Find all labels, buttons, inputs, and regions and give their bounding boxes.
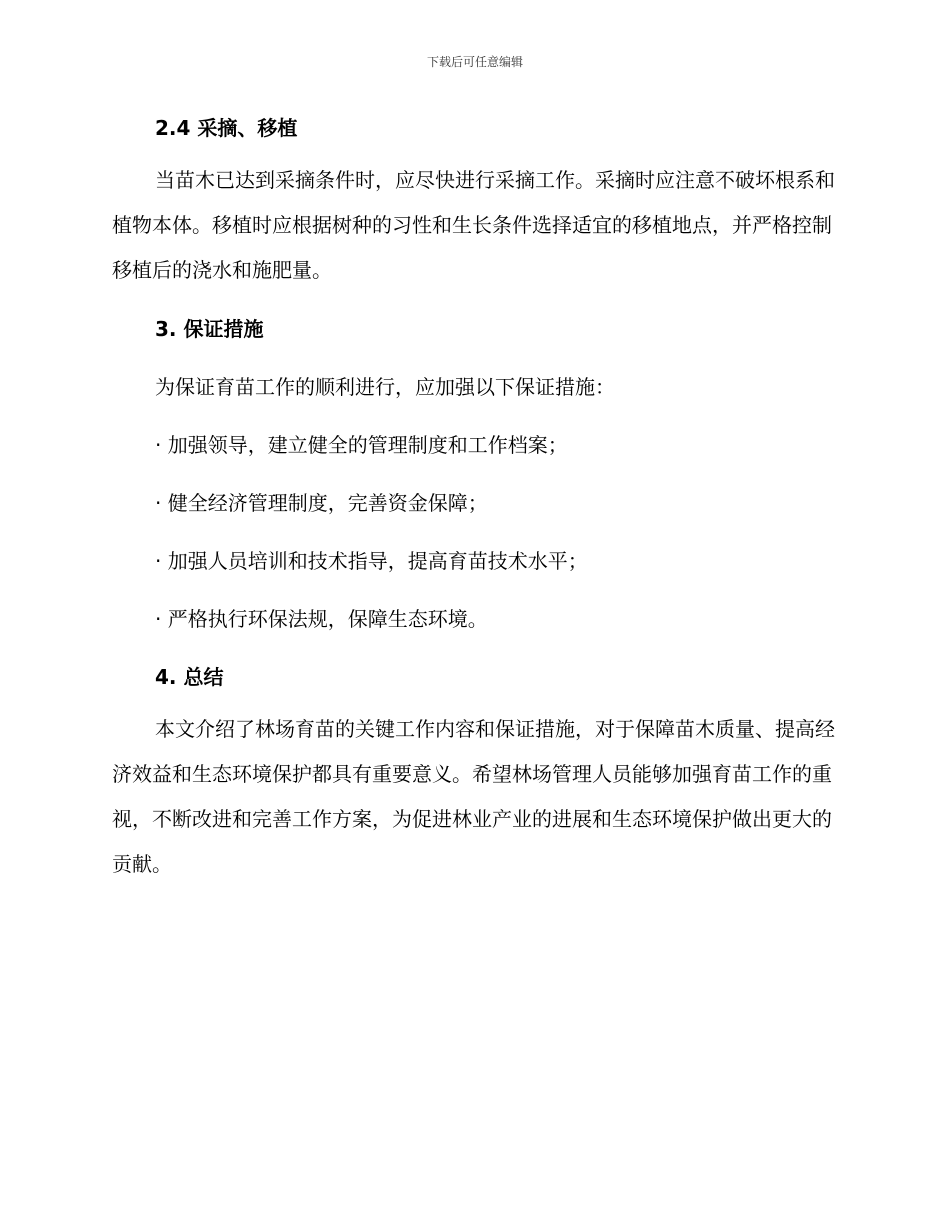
section-heading-3: 3. 保证措施 — [155, 317, 264, 341]
section-heading-4: 4. 总结 — [155, 665, 224, 689]
section-4-paragraph: 本文介绍了林场育苗的关键工作内容和保证措施，对于保障苗木质量、提高经济效益和生态环境保护都具有重要意义。希望林场管理人员能够加强育苗工作的重视，不断改进和完善工作方案，为促进林业产业的进展和生态环境保护做出更大的贡献。 — [112, 717, 835, 876]
section-2-4-paragraph: 当苗木已达到采摘条件时，应尽快进行采摘工作。采摘时应注意不破坏根系和植物本体。移植时应根据树种的习性和生长条件选择适宜的移植地点，并严格控制移植后的浇水和施肥量。 — [112, 168, 835, 282]
list-item: · 严格执行环保法规，保障生态环境。 — [155, 607, 488, 631]
document-body — [112, 112, 840, 887]
section-3-intro: 为保证育苗工作的顺利进行，应加强以下保证措施： — [155, 375, 615, 399]
list-item: · 加强领导，建立健全的管理制度和工作档案； — [155, 433, 568, 457]
header-note: 下载后可任意编辑 — [426, 55, 523, 69]
section-heading-2-4: 2.4 采摘、移植 — [155, 116, 298, 140]
list-item: · 加强人员培训和技术指导，提高育苗技术水平； — [155, 549, 588, 573]
list-item: · 健全经济管理制度，完善资金保障； — [155, 491, 488, 515]
